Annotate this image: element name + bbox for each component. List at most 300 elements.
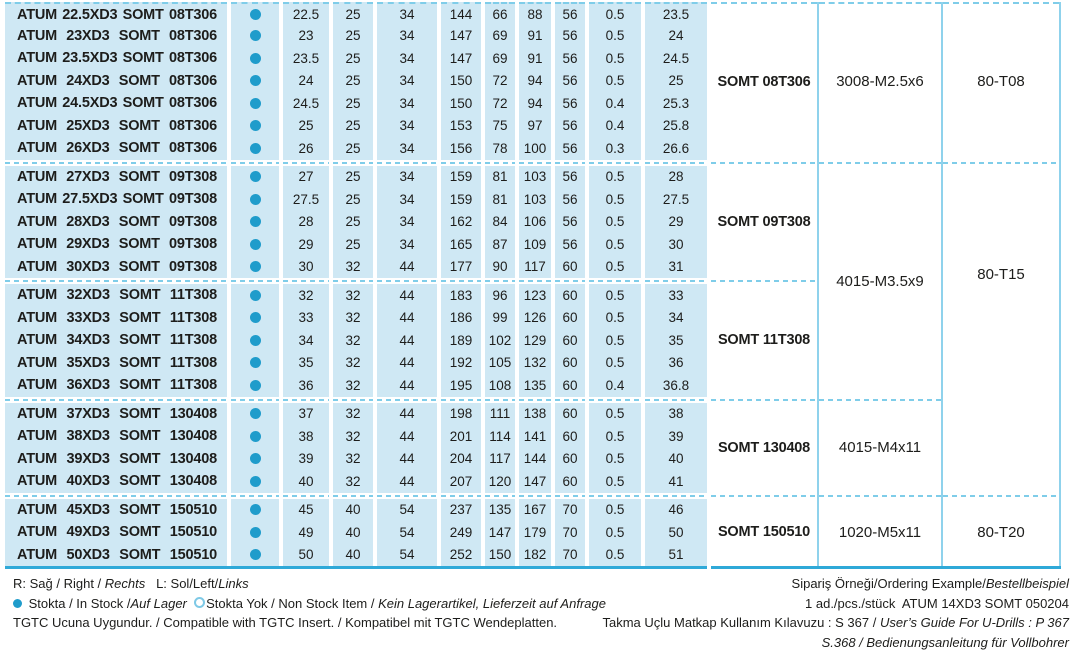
stock-cell: [231, 233, 279, 256]
value-cell: 129: [519, 329, 551, 352]
value-cell: 32: [333, 256, 373, 279]
value-cell: 120: [485, 470, 515, 493]
in-stock-dot-icon: [250, 312, 261, 323]
value-cell: 75: [485, 115, 515, 138]
value-cell: 32: [283, 284, 329, 307]
value-cell: 117: [519, 256, 551, 279]
value-cell: 0.5: [589, 425, 641, 448]
value-cell: 25.8: [645, 115, 707, 138]
value-cell: 60: [555, 448, 585, 471]
value-cell: 38: [645, 403, 707, 426]
value-cell: 0.5: [589, 70, 641, 93]
stock-cell: [231, 307, 279, 330]
value-cell: 84: [485, 211, 515, 234]
value-cell: 114: [485, 425, 515, 448]
value-cell: 0.5: [589, 25, 641, 48]
value-cell: 40: [645, 448, 707, 471]
value-cell: 56: [555, 211, 585, 234]
value-cell: 0.5: [589, 499, 641, 522]
value-cell: 40: [333, 544, 373, 567]
drill-name: ATUM 27.5XD3 SOMT 09T308: [5, 188, 227, 211]
value-cell: 70: [555, 521, 585, 544]
drill-name: ATUM 24.5XD3 SOMT 08T306: [5, 92, 227, 115]
value-cell: 70: [555, 544, 585, 567]
value-cell: 249: [441, 521, 481, 544]
value-cell: 147: [441, 47, 481, 70]
value-cell: 60: [555, 256, 585, 279]
value-cell: 150: [441, 92, 481, 115]
value-cell: 97: [519, 115, 551, 138]
in-stock-dot-icon: [250, 9, 261, 20]
value-cell: 0.5: [589, 47, 641, 70]
value-cell: 159: [441, 166, 481, 189]
table-row: [5, 544, 707, 567]
table-row: [5, 70, 707, 93]
table-row: [5, 47, 707, 70]
value-cell: 32: [333, 470, 373, 493]
value-cell: 29: [645, 211, 707, 234]
stock-cell: [231, 211, 279, 234]
insert-cell: SOMT 150510: [717, 524, 811, 541]
value-cell: 177: [441, 256, 481, 279]
screw-cell: 1020-M5x11: [838, 523, 922, 541]
value-cell: 56: [555, 233, 585, 256]
value-cell: 29: [283, 233, 329, 256]
in-stock-dot-icon: [250, 75, 261, 86]
value-cell: 90: [485, 256, 515, 279]
drill-name: ATUM 28XD3 SOMT 09T308: [5, 211, 227, 234]
footer-text: TGTC Ucuna Uygundur. / Compatible with TGTC Insert. / Kompatibel mit TGTC Wendeplatten.: [13, 615, 558, 630]
value-cell: 91: [519, 47, 551, 70]
stock-cell: [231, 329, 279, 352]
stock-cell: [231, 470, 279, 493]
drill-name: ATUM 34XD3 SOMT 11T308: [5, 329, 227, 352]
footer-text: S.368 / Bedienungsanleitung für Vollbohrer: [821, 634, 1069, 650]
in-stock-dot-icon: [250, 239, 261, 250]
in-stock-dot-icon: [250, 290, 261, 301]
value-cell: 46: [645, 499, 707, 522]
in-stock-dot-icon: [250, 549, 261, 560]
value-cell: 34: [377, 188, 437, 211]
screw-cell: 4015-M4x11: [838, 439, 922, 456]
value-cell: 34: [377, 166, 437, 189]
footer-text: 1 ad./pcs./stück ATUM 14XD3 SOMT 050204: [805, 595, 1069, 611]
filled-dot-icon: [13, 599, 22, 608]
value-cell: 81: [485, 188, 515, 211]
value-cell: 69: [485, 47, 515, 70]
table-row: [5, 425, 707, 448]
value-cell: 30: [283, 256, 329, 279]
drill-name: ATUM 29XD3 SOMT 09T308: [5, 233, 227, 256]
drill-name: ATUM 30XD3 SOMT 09T308: [5, 256, 227, 279]
value-cell: 23.5: [645, 2, 707, 25]
value-cell: 99: [485, 307, 515, 330]
in-stock-dot-icon: [250, 357, 261, 368]
value-cell: 60: [555, 425, 585, 448]
value-cell: 49: [283, 521, 329, 544]
in-stock-dot-icon: [250, 261, 261, 272]
value-cell: 91: [519, 25, 551, 48]
table-row: [5, 352, 707, 375]
value-cell: 25: [333, 115, 373, 138]
value-cell: 56: [555, 2, 585, 25]
value-cell: 35: [645, 329, 707, 352]
value-cell: 23: [283, 25, 329, 48]
value-cell: 56: [555, 166, 585, 189]
value-cell: 182: [519, 544, 551, 567]
footer-line: [602, 633, 1069, 652]
value-cell: 44: [377, 352, 437, 375]
value-cell: 135: [519, 374, 551, 397]
value-cell: 72: [485, 92, 515, 115]
value-cell: 27.5: [645, 188, 707, 211]
in-stock-dot-icon: [250, 216, 261, 227]
value-cell: 0.5: [589, 403, 641, 426]
value-cell: 78: [485, 137, 515, 160]
screw-cell: 3008-M2.5x6: [819, 2, 941, 160]
value-cell: 35: [283, 352, 329, 375]
table-row: [5, 25, 707, 48]
table-row: [5, 448, 707, 471]
footer-text: Rechts: [104, 576, 146, 591]
stock-cell: [231, 115, 279, 138]
value-cell: 56: [555, 92, 585, 115]
table-row: [5, 499, 707, 522]
value-cell: 138: [519, 403, 551, 426]
torx-cell: 80-T15: [977, 265, 1025, 283]
value-cell: 25: [333, 137, 373, 160]
value-cell: 36: [645, 352, 707, 375]
value-cell: 56: [555, 25, 585, 48]
footer-text: User’s Guide For U-Drills : P 367: [879, 615, 1069, 630]
drill-name: ATUM 36XD3 SOMT 11T308: [5, 374, 227, 397]
in-stock-dot-icon: [250, 453, 261, 464]
value-cell: 32: [333, 352, 373, 375]
stock-cell: [231, 352, 279, 375]
stock-cell: [231, 70, 279, 93]
table-row: [5, 521, 707, 544]
footer-line: [602, 613, 1069, 633]
insert-cell: SOMT 11T308: [717, 332, 811, 349]
value-cell: 51: [645, 544, 707, 567]
value-cell: 33: [645, 284, 707, 307]
value-cell: 32: [333, 448, 373, 471]
insert-cell: SOMT 09T308: [717, 213, 811, 230]
value-cell: 100: [519, 137, 551, 160]
value-cell: 94: [519, 92, 551, 115]
drill-name: ATUM 23.5XD3 SOMT 08T306: [5, 47, 227, 70]
value-cell: 45: [283, 499, 329, 522]
value-cell: 0.5: [589, 329, 641, 352]
value-cell: 25: [333, 92, 373, 115]
value-cell: 150: [485, 544, 515, 567]
value-cell: 201: [441, 425, 481, 448]
value-cell: 25: [645, 70, 707, 93]
table-row: [5, 284, 707, 307]
value-cell: 189: [441, 329, 481, 352]
value-cell: 38: [283, 425, 329, 448]
stock-cell: [231, 499, 279, 522]
drill-name: ATUM 45XD3 SOMT 150510: [5, 499, 227, 522]
footer-line: [13, 574, 606, 594]
footer-line: [602, 574, 1069, 594]
in-stock-dot-icon: [250, 120, 261, 131]
value-cell: 23.5: [283, 47, 329, 70]
value-cell: 40: [283, 470, 329, 493]
stock-cell: [231, 521, 279, 544]
value-cell: 237: [441, 499, 481, 522]
drill-name: ATUM 26XD3 SOMT 08T306: [5, 137, 227, 160]
table-row: [5, 166, 707, 189]
in-stock-dot-icon: [250, 408, 261, 419]
torx-cell: 80-T20: [977, 523, 1025, 541]
right-panel: [711, 2, 1061, 569]
drill-name: ATUM 37XD3 SOMT 130408: [5, 403, 227, 426]
value-cell: 103: [519, 188, 551, 211]
drill-name: ATUM 49XD3 SOMT 150510: [5, 521, 227, 544]
value-cell: 30: [645, 233, 707, 256]
value-cell: 25: [333, 166, 373, 189]
in-stock-dot-icon: [250, 504, 261, 515]
value-cell: 25: [333, 70, 373, 93]
drill-name: ATUM 38XD3 SOMT 130408: [5, 425, 227, 448]
value-cell: 0.3: [589, 137, 641, 160]
table-row: [5, 211, 707, 234]
value-cell: 0.5: [589, 2, 641, 25]
value-cell: 44: [377, 470, 437, 493]
value-cell: 0.5: [589, 256, 641, 279]
value-cell: 37: [283, 403, 329, 426]
value-cell: 56: [555, 47, 585, 70]
stock-cell: [231, 25, 279, 48]
stock-cell: [231, 256, 279, 279]
in-stock-dot-icon: [250, 527, 261, 538]
drill-table-body: [5, 2, 707, 569]
value-cell: 36: [283, 374, 329, 397]
table-row: [5, 374, 707, 397]
value-cell: 105: [485, 352, 515, 375]
value-cell: 135: [485, 499, 515, 522]
footer-text: R: Sağ / Right /: [13, 576, 105, 591]
in-stock-dot-icon: [250, 53, 261, 64]
value-cell: 32: [333, 307, 373, 330]
value-cell: 141: [519, 425, 551, 448]
insert-column: [711, 2, 819, 566]
value-cell: 25: [333, 2, 373, 25]
value-cell: 0.5: [589, 211, 641, 234]
value-cell: 34: [377, 2, 437, 25]
value-cell: 26: [283, 137, 329, 160]
footer-text: Auf Lager: [130, 595, 187, 611]
value-cell: 147: [485, 521, 515, 544]
value-cell: 198: [441, 403, 481, 426]
value-cell: 44: [377, 374, 437, 397]
value-cell: 25: [333, 211, 373, 234]
footer-line: [13, 594, 606, 614]
stock-cell: [231, 92, 279, 115]
value-cell: 117: [485, 448, 515, 471]
value-cell: 0.4: [589, 92, 641, 115]
value-cell: 0.4: [589, 374, 641, 397]
value-cell: 24: [645, 25, 707, 48]
value-cell: 54: [377, 544, 437, 567]
value-cell: 41: [645, 470, 707, 493]
value-cell: 165: [441, 233, 481, 256]
value-cell: 144: [519, 448, 551, 471]
table-row: [5, 2, 707, 25]
value-cell: 24.5: [645, 47, 707, 70]
value-cell: 34: [377, 233, 437, 256]
value-cell: 27: [283, 166, 329, 189]
value-cell: 96: [485, 284, 515, 307]
table-row: [5, 470, 707, 493]
value-cell: 34: [645, 307, 707, 330]
value-cell: 56: [555, 137, 585, 160]
value-cell: 252: [441, 544, 481, 567]
value-cell: 33: [283, 307, 329, 330]
value-cell: 25: [283, 115, 329, 138]
torx-column: [943, 2, 1061, 566]
in-stock-dot-icon: [250, 30, 261, 41]
value-cell: 39: [283, 448, 329, 471]
footer-text: [187, 596, 194, 611]
value-cell: 31: [645, 256, 707, 279]
footer-right: [602, 574, 1069, 652]
value-cell: 60: [555, 352, 585, 375]
in-stock-dot-icon: [250, 171, 261, 182]
value-cell: 0.5: [589, 521, 641, 544]
value-cell: 60: [555, 329, 585, 352]
value-cell: 123: [519, 284, 551, 307]
value-cell: 192: [441, 352, 481, 375]
footer-line: [13, 613, 606, 633]
value-cell: 34: [377, 137, 437, 160]
stock-cell: [231, 188, 279, 211]
drill-table-area: [5, 2, 1061, 569]
value-cell: 88: [519, 2, 551, 25]
value-cell: 36.8: [645, 374, 707, 397]
table-row: [5, 137, 707, 160]
value-cell: 60: [555, 403, 585, 426]
value-cell: 34: [377, 92, 437, 115]
value-cell: 24: [283, 70, 329, 93]
stock-cell: [231, 47, 279, 70]
value-cell: 44: [377, 256, 437, 279]
screw-cell: 4015-M3.5x9: [836, 272, 924, 290]
value-cell: 69: [485, 25, 515, 48]
value-cell: 0.5: [589, 284, 641, 307]
stock-cell: [231, 374, 279, 397]
stock-cell: [231, 425, 279, 448]
value-cell: 167: [519, 499, 551, 522]
value-cell: 34: [377, 47, 437, 70]
value-cell: 0.5: [589, 544, 641, 567]
value-cell: 50: [283, 544, 329, 567]
value-cell: 54: [377, 521, 437, 544]
value-cell: 195: [441, 374, 481, 397]
value-cell: 103: [519, 166, 551, 189]
value-cell: 183: [441, 284, 481, 307]
value-cell: 39: [645, 425, 707, 448]
footer-text: Stokta Yok / Non Stock Item /: [206, 595, 379, 611]
value-cell: 111: [485, 403, 515, 426]
table-row: [5, 307, 707, 330]
value-cell: 54: [377, 499, 437, 522]
value-cell: 108: [485, 374, 515, 397]
value-cell: 0.5: [589, 448, 641, 471]
value-cell: 50: [645, 521, 707, 544]
value-cell: 60: [555, 470, 585, 493]
in-stock-dot-icon: [250, 98, 261, 109]
value-cell: 44: [377, 284, 437, 307]
footer-text: Bestellbeispiel: [985, 576, 1069, 591]
drill-name: ATUM 50XD3 SOMT 150510: [5, 544, 227, 567]
value-cell: 32: [333, 403, 373, 426]
value-cell: 34: [377, 25, 437, 48]
value-cell: 28: [645, 166, 707, 189]
insert-cell: SOMT 130408: [717, 439, 811, 456]
in-stock-dot-icon: [250, 431, 261, 442]
stock-cell: [231, 403, 279, 426]
footer-text: Links: [218, 576, 249, 591]
drill-name: ATUM 32XD3 SOMT 11T308: [5, 284, 227, 307]
in-stock-dot-icon: [250, 380, 261, 391]
stock-cell: [231, 166, 279, 189]
value-cell: 207: [441, 470, 481, 493]
drill-name: ATUM 22.5XD3 SOMT 08T306: [5, 2, 227, 25]
value-cell: 44: [377, 403, 437, 426]
table-row: [5, 233, 707, 256]
value-cell: 0.5: [589, 352, 641, 375]
value-cell: 44: [377, 329, 437, 352]
value-cell: 24.5: [283, 92, 329, 115]
value-cell: 156: [441, 137, 481, 160]
value-cell: 40: [333, 499, 373, 522]
value-cell: 162: [441, 211, 481, 234]
footer-text: Sipariş Örneği/Ordering Example/: [791, 576, 986, 591]
value-cell: 25: [333, 233, 373, 256]
value-cell: 186: [441, 307, 481, 330]
value-cell: 147: [519, 470, 551, 493]
value-cell: 34: [377, 115, 437, 138]
value-cell: 34: [377, 70, 437, 93]
value-cell: 81: [485, 166, 515, 189]
value-cell: 56: [555, 70, 585, 93]
table-row: [5, 403, 707, 426]
value-cell: 34: [283, 329, 329, 352]
footer-left: [13, 574, 606, 633]
table-row: [5, 188, 707, 211]
value-cell: 25: [333, 47, 373, 70]
value-cell: 106: [519, 211, 551, 234]
open-dot-icon: [194, 597, 205, 608]
footer-text: L: Sol/Left/: [145, 576, 219, 591]
value-cell: 0.5: [589, 470, 641, 493]
value-cell: 32: [333, 284, 373, 307]
value-cell: 72: [485, 70, 515, 93]
value-cell: 44: [377, 307, 437, 330]
in-stock-dot-icon: [250, 143, 261, 154]
value-cell: 25: [333, 188, 373, 211]
value-cell: 0.5: [589, 233, 641, 256]
value-cell: 102: [485, 329, 515, 352]
drill-name: ATUM 35XD3 SOMT 11T308: [5, 352, 227, 375]
stock-cell: [231, 2, 279, 25]
value-cell: 32: [333, 329, 373, 352]
value-cell: 44: [377, 448, 437, 471]
drill-name: ATUM 40XD3 SOMT 130408: [5, 470, 227, 493]
footer-text: Stokta / In Stock /: [25, 595, 131, 611]
